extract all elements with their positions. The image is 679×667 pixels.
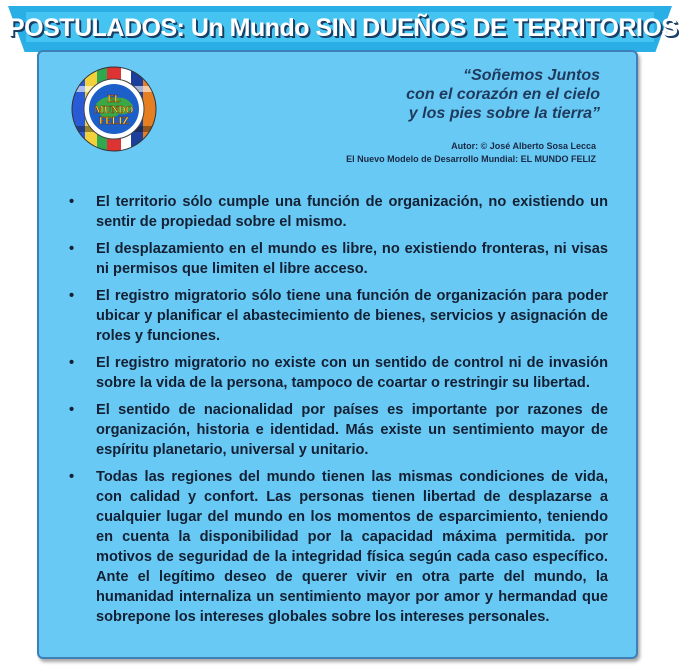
list-item-text: El desplazamiento en el mundo es libre, no existiendo fronteras, ni visas ni permisos que limiten el libre acceso.: [96, 241, 608, 277]
page-title: POSTULADOS: Un Mundo SIN DUEÑOS DE TERRITORIOS: [8, 14, 678, 42]
list-item-text: Todas las regiones del mundo tienen las mismas condiciones de vida, con calidad y confort. Las personas tienen libertad de desplazarse a cualquier lugar del mundo en los momentos de esparcimiento, teniendo en cuenta la disponibilidad por la capacidad máxima permitida. por motivos de seguridad de la integridad física según cada caso específico. Ante el legítimo deseo de querer vivir en otra parte del mundo, la humanidad internaliza un sentimiento mayor por amor y hermandad que sobrepone los intereses globales sobre los intereses personales.: [96, 469, 608, 625]
list-item: [63, 239, 608, 279]
logo-text-top: EL: [107, 94, 121, 105]
list-item: [63, 467, 608, 627]
list-item-text: El sentido de nacionalidad por países es importante por razones de organización, historia e identidad. Más existe un sentimiento mayor de espíritu planetario, universal y unitario.: [96, 402, 608, 458]
list-item: [63, 400, 608, 460]
quote-line-2: con el corazón en el cielo: [406, 86, 600, 103]
list-item-text: El registro migratorio sólo tiene una función de organización para poder ubicar y planificar el abastecimiento de bienes, servicios y asignación de roles y funciones.: [96, 288, 608, 344]
bullet-icon: •: [69, 355, 75, 371]
logo-text-bot: FELIZ: [98, 116, 130, 127]
logo-text-mid: MUNDO: [94, 105, 134, 116]
bullet-icon: •: [69, 194, 75, 210]
credit-work: El Nuevo Modelo de Desarrollo Mundial: EL MUNDO FELIZ: [346, 154, 596, 164]
author-credit: [346, 140, 596, 166]
bullet-icon: •: [69, 288, 75, 304]
bullet-icon: •: [69, 402, 75, 418]
postulados-list: [63, 192, 608, 634]
el-mundo-feliz-logo: [71, 66, 157, 152]
content-card: [37, 50, 638, 659]
motto-quote: [300, 66, 600, 123]
list-item-text: El territorio sólo cumple una función de organización, no existiendo un sentir de propiedad sobre el mismo.: [96, 194, 608, 230]
list-item: [63, 286, 608, 346]
credit-author: Autor: © José Alberto Sosa Lecca: [451, 141, 596, 151]
quote-line-1: “Soñemos Juntos: [463, 67, 600, 84]
list-item: [63, 192, 608, 232]
quote-line-3: y los pies sobre la tierra”: [408, 105, 600, 122]
title-banner: [8, 6, 678, 52]
bullet-icon: •: [69, 241, 75, 257]
list-item-text: El registro migratorio no existe con un sentido de control ni de invasión sobre la vida de la persona, tampoco de coartar o restringir su libertad.: [96, 355, 608, 391]
bullet-icon: •: [69, 469, 75, 485]
list-item: [63, 353, 608, 393]
